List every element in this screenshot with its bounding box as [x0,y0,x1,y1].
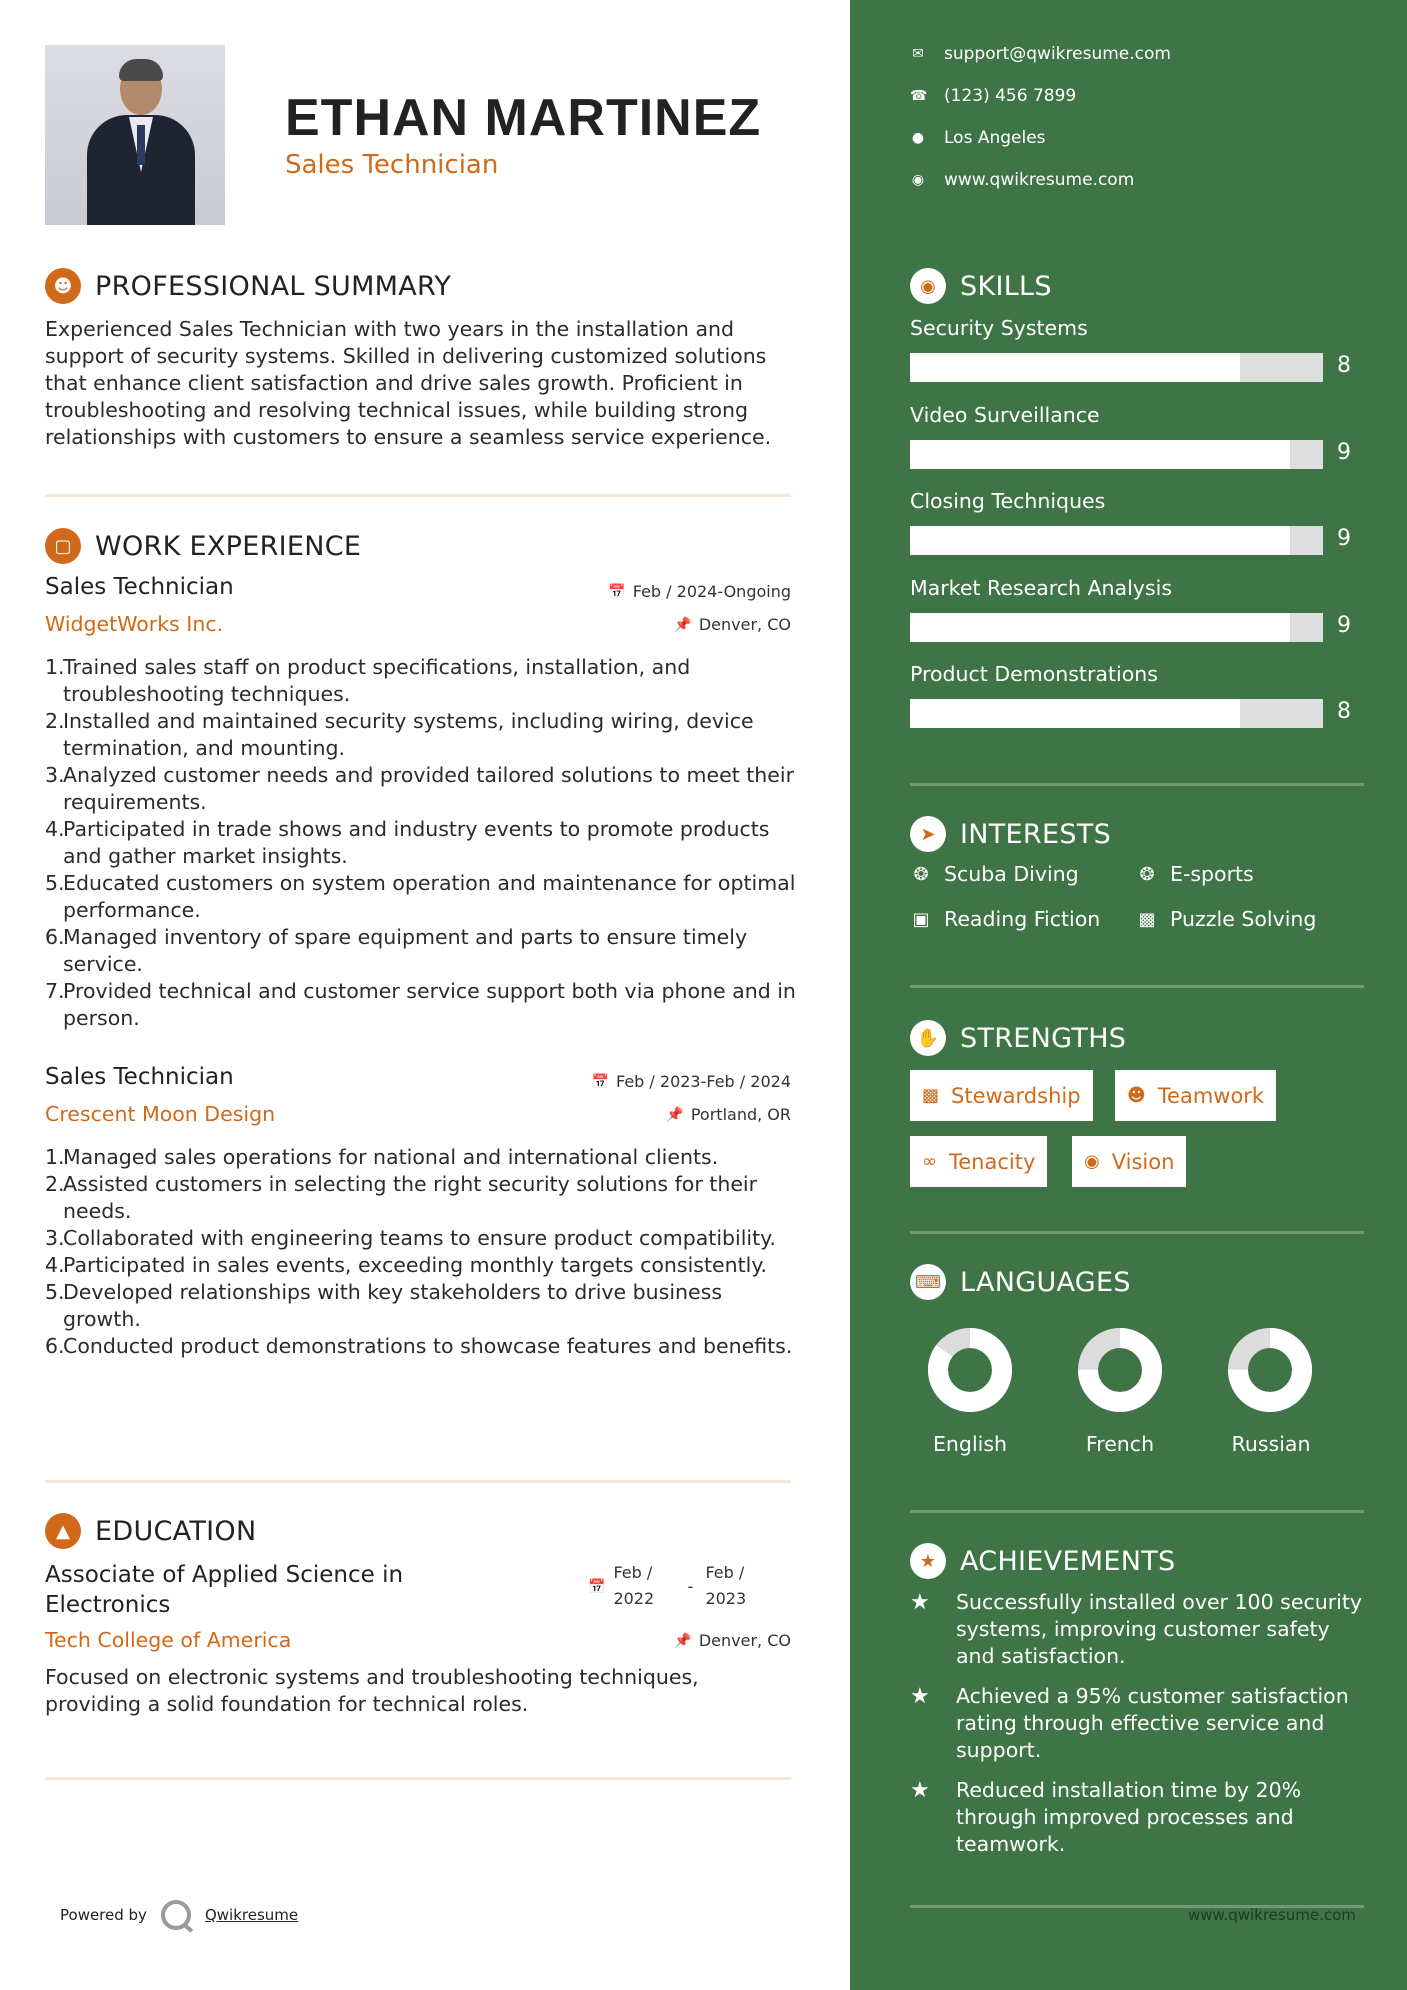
school: Tech College of America [45,1628,292,1652]
duty-text: Participated in trade shows and industry events to promote products and gather market insights. [63,817,770,868]
skill-fill [910,526,1290,555]
duty-item [45,708,800,762]
duty-item [45,816,800,870]
duty-item [45,1333,800,1360]
skill-bar [910,440,1323,469]
interest-item [1136,862,1254,886]
duty-number: 7. [45,979,65,1003]
skill-bar [910,613,1323,642]
achievement-text: Reduced installation time by 20% through improved processes and teamwork. [956,1778,1302,1856]
job-location-text: Portland, OR [690,1105,791,1124]
contact-text: (123) 456 7899 [944,86,1077,106]
duty-number: 3. [45,1226,65,1250]
skill-bar [910,526,1323,555]
summary-text: Experienced Sales Technician with two years in the installation and support of security systems. Skilled in delivering customized solutions that enhance client satisfaction and drive sales growth. Proficient in troubleshooting and resolving technical issues, while building strong relationships with customers to ensure a seamless service experience. [45,317,772,449]
duty-number: 3. [45,763,65,787]
duty-item [45,870,800,924]
fist-icon: ✋ [910,1020,946,1056]
divider [45,1777,791,1780]
experience-heading [45,528,361,564]
interest-item [1136,907,1316,931]
duty-item [45,654,800,708]
skill-value: 9 [1337,526,1351,551]
strengths-title: STRENGTHS [960,1022,1127,1054]
skill-bar [910,699,1323,728]
duty-number: 1. [45,655,65,679]
strength-label: Tenacity [949,1149,1036,1174]
contact-website[interactable] [910,170,1134,190]
duty-text: Participated in sales events, exceeding monthly targets consistently. [63,1253,768,1277]
contact-text: Los Angeles [944,128,1046,148]
skill-name: Product Demonstrations [910,662,1158,686]
interests-heading [910,816,1111,852]
map-pin-icon: ● [911,130,925,146]
strength-label: Teamwork [1157,1083,1265,1108]
duty-number: 1. [45,1145,65,1169]
duty-item [45,978,800,1032]
education-location [674,1631,791,1650]
contact-location [910,128,1046,148]
start-month: Feb / [613,1563,653,1582]
pin-icon: 📌 [674,616,692,633]
duty-number: 5. [45,871,65,895]
summary-heading [45,268,451,304]
language-icon: ⌨ [910,1264,946,1300]
duty-item [45,1225,800,1252]
life-ring-icon: ❂ [913,863,929,885]
divider [45,1480,791,1483]
duty-number: 4. [45,817,65,841]
globe-icon: ◉ [911,172,925,188]
job-dates-text: Feb / 2023-Feb / 2024 [616,1072,791,1091]
job-company: WidgetWorks Inc. [45,612,224,636]
skill-name: Market Research Analysis [910,575,1172,600]
users-icon: ☻ [1127,1085,1146,1106]
job-duties-list [45,1144,800,1360]
start-year: 2022 [613,1589,655,1608]
duty-item [45,762,800,816]
degree-line: Electronics [45,1592,171,1618]
binoculars-icon: ◉ [1084,1151,1100,1172]
user-icon: ☻ [45,268,81,304]
strength-badge [1072,1136,1186,1187]
candidate-title: Sales Technician [285,150,499,180]
duty-text: Collaborated with engineering teams to ensure product compatibility. [63,1226,776,1250]
lightbulb-icon: ◉ [910,268,946,304]
education-heading [45,1513,256,1549]
book-icon: ▩ [1138,908,1156,930]
job-title: Sales Technician [45,574,234,600]
duty-text: Managed sales operations for national and international clients. [63,1145,719,1169]
job-company: Crescent Moon Design [45,1102,276,1126]
footer-site[interactable]: www.qwikresume.com [1188,1906,1356,1924]
strength-badge [1115,1070,1276,1121]
divider [910,1231,1364,1234]
duty-number: 2. [45,709,65,733]
duty-item [45,1279,800,1333]
duty-item [45,924,800,978]
duty-number: 5. [45,1280,65,1304]
interest-item [910,907,1100,931]
duty-text: Installed and maintained security systems, including wiring, device termination, and mounting. [63,709,754,760]
gamepad-icon: ▣ [912,908,930,930]
skills-title: SKILLS [960,270,1052,302]
job-dates [592,1072,791,1091]
job-title: Sales Technician [45,1064,234,1090]
duty-text: Managed inventory of spare equipment and parts to ensure timely service. [63,925,748,976]
achievement-item [910,1777,1370,1858]
duty-number: 4. [45,1253,65,1277]
job-location-text: Denver, CO [698,615,791,634]
duty-number: 6. [45,1334,65,1358]
duty-text: Developed relationships with key stakeholders to drive business growth. [63,1280,722,1331]
degree [45,1560,403,1620]
brand-link[interactable]: Qwikresume [204,1906,299,1924]
achievements-heading [910,1543,1176,1579]
interest-item [910,862,1079,886]
language-donuts [910,1320,1330,1420]
phone-icon: ☎ [910,88,928,104]
job-location [674,615,791,634]
star-icon: ★ [910,1543,946,1579]
language-label: French [1085,1432,1155,1456]
interest-label: Reading Fiction [944,907,1101,931]
strengths-heading [910,1020,1126,1056]
duty-item [45,1144,800,1171]
powered-by [60,1900,298,1930]
powered-by-text: Powered by [60,1906,147,1924]
interest-label: Scuba Diving [944,862,1079,886]
summary-title: PROFESSIONAL SUMMARY [95,270,452,302]
strength-badge [910,1070,1093,1121]
end-month: Feb / [705,1563,745,1582]
achievement-item [910,1589,1370,1670]
skill-fill [910,699,1240,728]
duty-item [45,1252,800,1279]
skill-fill [910,440,1290,469]
star-icon: ★ [910,1684,930,1709]
calendar-icon: 📅 [588,1579,606,1595]
achievement-text: Achieved a 95% customer satisfaction rating through effective service and support. [956,1684,1349,1762]
interest-label: Puzzle Solving [1170,907,1317,931]
pin-icon: 📌 [666,1106,684,1123]
strength-badge [910,1136,1047,1187]
office-chair-icon: ▢ [45,528,81,564]
education-location-text: Denver, CO [698,1631,791,1650]
interest-label: E-sports [1170,862,1254,886]
duty-item [45,1171,800,1225]
skills-heading [910,268,1052,304]
job-duties-list [45,654,800,1032]
achievements-title: ACHIEVEMENTS [960,1545,1176,1577]
education-dates [588,1560,779,1612]
star-icon: ★ [910,1778,930,1803]
education-title: EDUCATION [95,1515,257,1547]
strength-label: Stewardship [951,1083,1081,1108]
job-dates-text: Feb / 2024-Ongoing [632,582,791,601]
skill-value: 9 [1337,612,1351,638]
divider [45,494,791,497]
contact-phone[interactable] [910,86,1076,106]
graduation-icon: ▲ [45,1513,81,1549]
skill-value: 8 [1337,699,1351,724]
languages-heading [910,1264,1131,1300]
language-label: English [932,1432,1008,1456]
skill-name: Security Systems [910,316,1088,340]
skill-name: Video Surveillance [910,402,1100,427]
degree-line: Associate of Applied Science in [45,1562,404,1588]
education-description: Focused on electronic systems and troubleshooting techniques, providing a solid foundation for technical roles. [45,1665,699,1716]
calendar-icon: 📅 [591,1073,609,1090]
achievement-text: Successfully installed over 100 security systems, improving customer safety and satisfaction. [956,1590,1362,1668]
calendar-icon: 📅 [608,583,626,600]
achievement-item [910,1683,1370,1764]
profile-photo [45,45,225,225]
divider [910,783,1364,786]
duty-text: Assisted customers in selecting the right security solutions for their needs. [63,1172,758,1223]
life-ring-icon: ❂ [1139,863,1155,885]
divider [910,985,1364,988]
strength-label: Vision [1111,1149,1175,1174]
duty-text: Conducted product demonstrations to showcase features and benefits. [63,1334,793,1358]
skill-name: Closing Techniques [910,489,1106,513]
languages-title: LANGUAGES [960,1266,1131,1298]
job-location [666,1105,791,1124]
duty-text: Provided technical and customer service support both via phone and in person. [63,979,796,1030]
qwikresume-logo-icon [161,1900,191,1930]
star-icon: ★ [910,1590,930,1615]
paper-plane-icon: ➤ [910,816,946,852]
pin-icon: 📌 [674,1632,692,1649]
date-dash: - [687,1577,694,1596]
skill-value: 9 [1337,439,1351,465]
job-dates [608,582,791,601]
interests-title: INTERESTS [960,818,1112,850]
duty-text: Trained sales staff on product specifications, installation, and troubleshooting techniques. [63,655,691,706]
contact-text: support@qwikresume.com [944,44,1171,64]
skill-fill [910,353,1240,382]
duty-text: Analyzed customer needs and provided tailored solutions to meet their requirements. [63,763,795,814]
skill-bar [910,353,1323,382]
envelope-icon: ✉ [912,46,924,62]
contact-email[interactable] [910,44,1171,64]
contact-text: www.qwikresume.com [944,170,1135,190]
language-label: Russian [1231,1432,1311,1456]
duty-number: 2. [45,1172,65,1196]
skill-value: 8 [1337,353,1351,378]
candidate-name: ETHAN MARTINEZ [285,89,762,147]
end-year: 2023 [705,1589,747,1608]
briefcase-icon: ▩ [922,1085,940,1106]
duty-number: 6. [45,925,65,949]
divider [910,1510,1364,1513]
link-icon: ∞ [922,1151,937,1172]
skill-fill [910,613,1290,642]
duty-text: Educated customers on system operation and maintenance for optimal performance. [63,871,796,922]
experience-title: WORK EXPERIENCE [95,530,362,562]
